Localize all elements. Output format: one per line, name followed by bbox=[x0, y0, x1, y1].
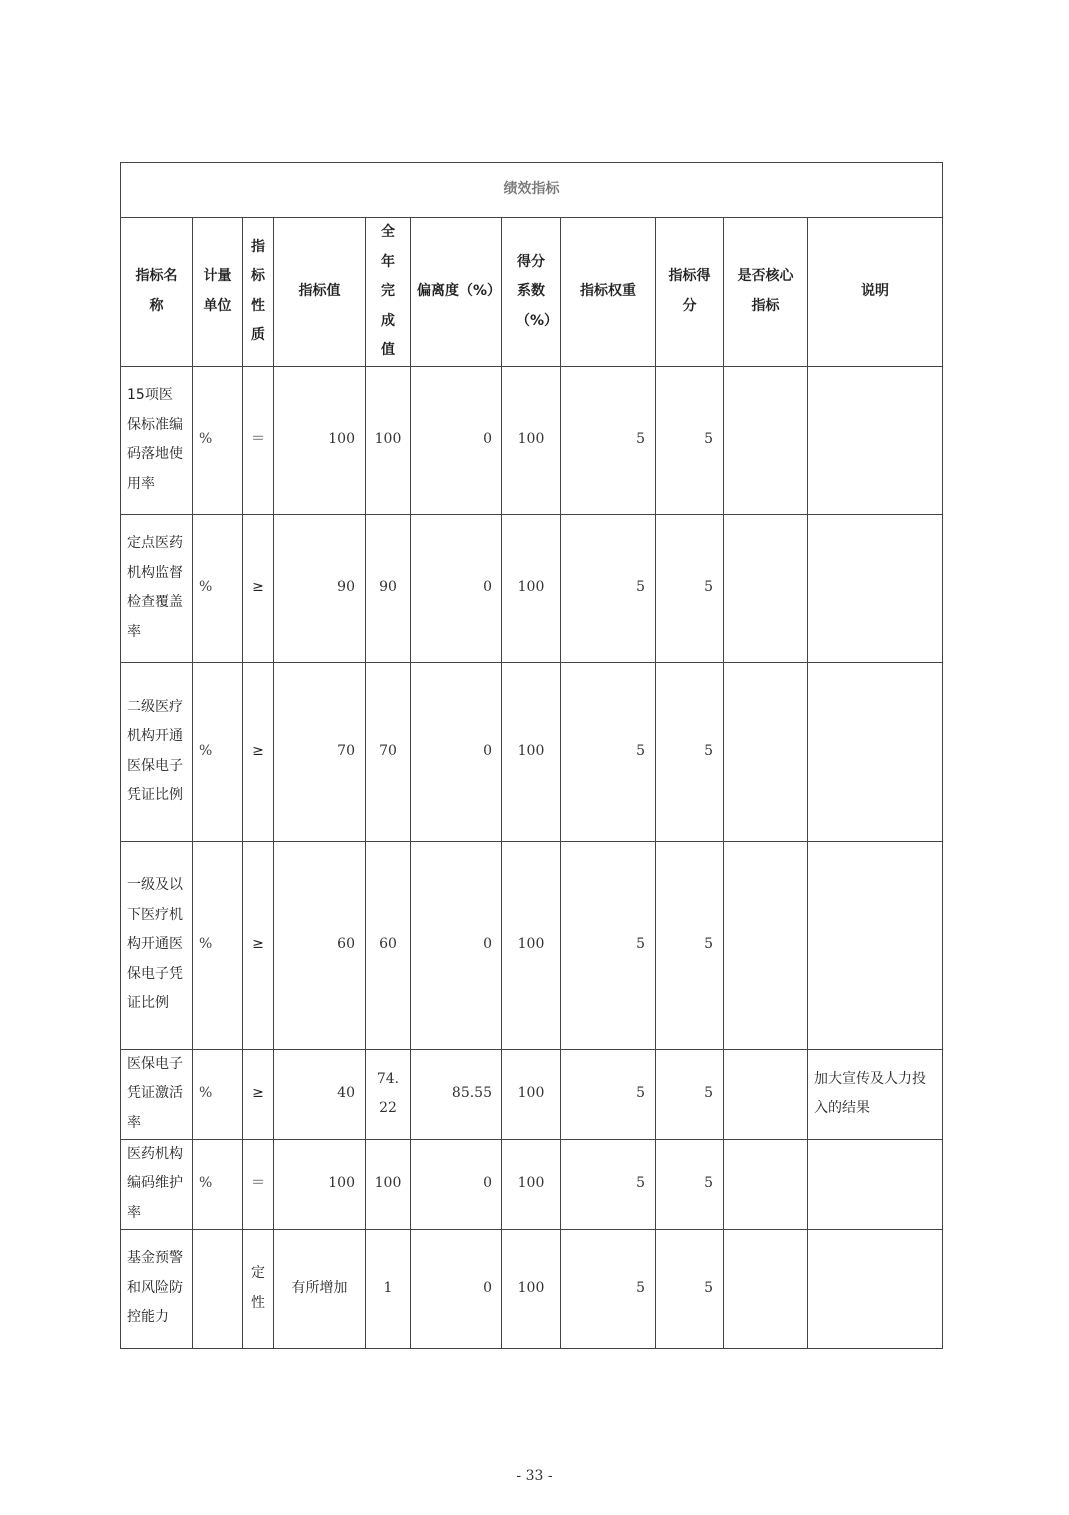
header-note: 说明 bbox=[808, 218, 943, 367]
cell-target-value: 70 bbox=[274, 662, 366, 841]
cell-indicator-name: 医药机构编码维护率 bbox=[121, 1139, 193, 1229]
cell-nature: ≥ bbox=[243, 1049, 274, 1139]
cell-nature: ＝ bbox=[243, 366, 274, 514]
cell-indicator-score: 5 bbox=[656, 366, 724, 514]
cell-note bbox=[808, 366, 943, 514]
cell-is-core bbox=[724, 1229, 808, 1348]
cell-indicator-name: 医保电子凭证激活率 bbox=[121, 1049, 193, 1139]
header-indicator-name: 指标名称 bbox=[121, 218, 193, 367]
cell-target-value: 100 bbox=[274, 1139, 366, 1229]
cell-score-coefficient: 100 bbox=[502, 366, 561, 514]
cell-note: 加大宣传及人力投入的结果 bbox=[808, 1049, 943, 1139]
cell-indicator-score: 5 bbox=[656, 1049, 724, 1139]
performance-indicator-table bbox=[120, 162, 943, 1349]
header-actual-value: 全年完成值 bbox=[366, 218, 411, 367]
cell-actual-value: 1 bbox=[366, 1229, 411, 1348]
cell-is-core bbox=[724, 841, 808, 1049]
cell-weight: 5 bbox=[561, 841, 656, 1049]
cell-score-coefficient: 100 bbox=[502, 1049, 561, 1139]
cell-is-core bbox=[724, 1049, 808, 1139]
header-row bbox=[121, 218, 943, 367]
page-number: - 33 - bbox=[516, 1468, 553, 1484]
cell-target-value: 90 bbox=[274, 514, 366, 662]
cell-deviation: 0 bbox=[411, 662, 502, 841]
cell-nature: ≥ bbox=[243, 514, 274, 662]
cell-unit: % bbox=[193, 1139, 243, 1229]
header-target-value: 指标值 bbox=[274, 218, 366, 367]
cell-indicator-name: 15项医保标准编码落地使用率 bbox=[121, 366, 193, 514]
header-score-coefficient: 得分系数（%） bbox=[502, 218, 561, 367]
cell-nature: ≥ bbox=[243, 662, 274, 841]
table-row bbox=[121, 1049, 943, 1139]
cell-score-coefficient: 100 bbox=[502, 1229, 561, 1348]
cell-indicator-score: 5 bbox=[656, 1139, 724, 1229]
cell-is-core bbox=[724, 662, 808, 841]
cell-target-value: 有所增加 bbox=[274, 1229, 366, 1348]
table-row bbox=[121, 514, 943, 662]
cell-indicator-name: 一级及以下医疗机构开通医保电子凭证比例 bbox=[121, 841, 193, 1049]
cell-deviation: 0 bbox=[411, 514, 502, 662]
header-weight: 指标权重 bbox=[561, 218, 656, 367]
cell-score-coefficient: 100 bbox=[502, 662, 561, 841]
cell-unit: % bbox=[193, 366, 243, 514]
cell-note bbox=[808, 841, 943, 1049]
cell-unit: % bbox=[193, 841, 243, 1049]
cell-unit: % bbox=[193, 662, 243, 841]
table-title: 绩效指标 bbox=[121, 163, 943, 218]
cell-indicator-score: 5 bbox=[656, 1229, 724, 1348]
cell-indicator-score: 5 bbox=[656, 662, 724, 841]
cell-unit: % bbox=[193, 514, 243, 662]
cell-note bbox=[808, 1139, 943, 1229]
cell-score-coefficient: 100 bbox=[502, 1139, 561, 1229]
cell-weight: 5 bbox=[561, 366, 656, 514]
header-deviation: 偏离度（%） bbox=[411, 218, 502, 367]
cell-weight: 5 bbox=[561, 514, 656, 662]
cell-is-core bbox=[724, 1139, 808, 1229]
cell-weight: 5 bbox=[561, 662, 656, 841]
cell-weight: 5 bbox=[561, 1049, 656, 1139]
cell-score-coefficient: 100 bbox=[502, 514, 561, 662]
cell-indicator-score: 5 bbox=[656, 514, 724, 662]
header-nature: 指标性质 bbox=[243, 218, 274, 367]
cell-weight: 5 bbox=[561, 1139, 656, 1229]
cell-note bbox=[808, 1229, 943, 1348]
cell-deviation: 0 bbox=[411, 1139, 502, 1229]
cell-nature: 定性 bbox=[243, 1229, 274, 1348]
cell-indicator-score: 5 bbox=[656, 841, 724, 1049]
header-is-core: 是否核心指标 bbox=[724, 218, 808, 367]
cell-score-coefficient: 100 bbox=[502, 841, 561, 1049]
cell-actual-value: 60 bbox=[366, 841, 411, 1049]
cell-nature: ≥ bbox=[243, 841, 274, 1049]
cell-deviation: 85.55 bbox=[411, 1049, 502, 1139]
cell-target-value: 40 bbox=[274, 1049, 366, 1139]
cell-indicator-name: 基金预警和风险防控能力 bbox=[121, 1229, 193, 1348]
cell-is-core bbox=[724, 366, 808, 514]
cell-deviation: 0 bbox=[411, 841, 502, 1049]
cell-actual-value: 74.22 bbox=[366, 1049, 411, 1139]
cell-target-value: 100 bbox=[274, 366, 366, 514]
cell-indicator-name: 二级医疗机构开通医保电子凭证比例 bbox=[121, 662, 193, 841]
cell-deviation: 0 bbox=[411, 366, 502, 514]
table-row bbox=[121, 1139, 943, 1229]
cell-is-core bbox=[724, 514, 808, 662]
header-unit: 计量单位 bbox=[193, 218, 243, 367]
cell-actual-value: 90 bbox=[366, 514, 411, 662]
cell-note bbox=[808, 514, 943, 662]
table-row bbox=[121, 662, 943, 841]
cell-actual-value: 100 bbox=[366, 366, 411, 514]
table-row bbox=[121, 366, 943, 514]
cell-unit bbox=[193, 1229, 243, 1348]
header-indicator-score: 指标得分 bbox=[656, 218, 724, 367]
table-row bbox=[121, 1229, 943, 1348]
cell-actual-value: 100 bbox=[366, 1139, 411, 1229]
cell-deviation: 0 bbox=[411, 1229, 502, 1348]
cell-unit: % bbox=[193, 1049, 243, 1139]
cell-weight: 5 bbox=[561, 1229, 656, 1348]
cell-indicator-name: 定点医药机构监督检查覆盖率 bbox=[121, 514, 193, 662]
cell-target-value: 60 bbox=[274, 841, 366, 1049]
cell-nature: ＝ bbox=[243, 1139, 274, 1229]
cell-actual-value: 70 bbox=[366, 662, 411, 841]
cell-note bbox=[808, 662, 943, 841]
table-row bbox=[121, 841, 943, 1049]
